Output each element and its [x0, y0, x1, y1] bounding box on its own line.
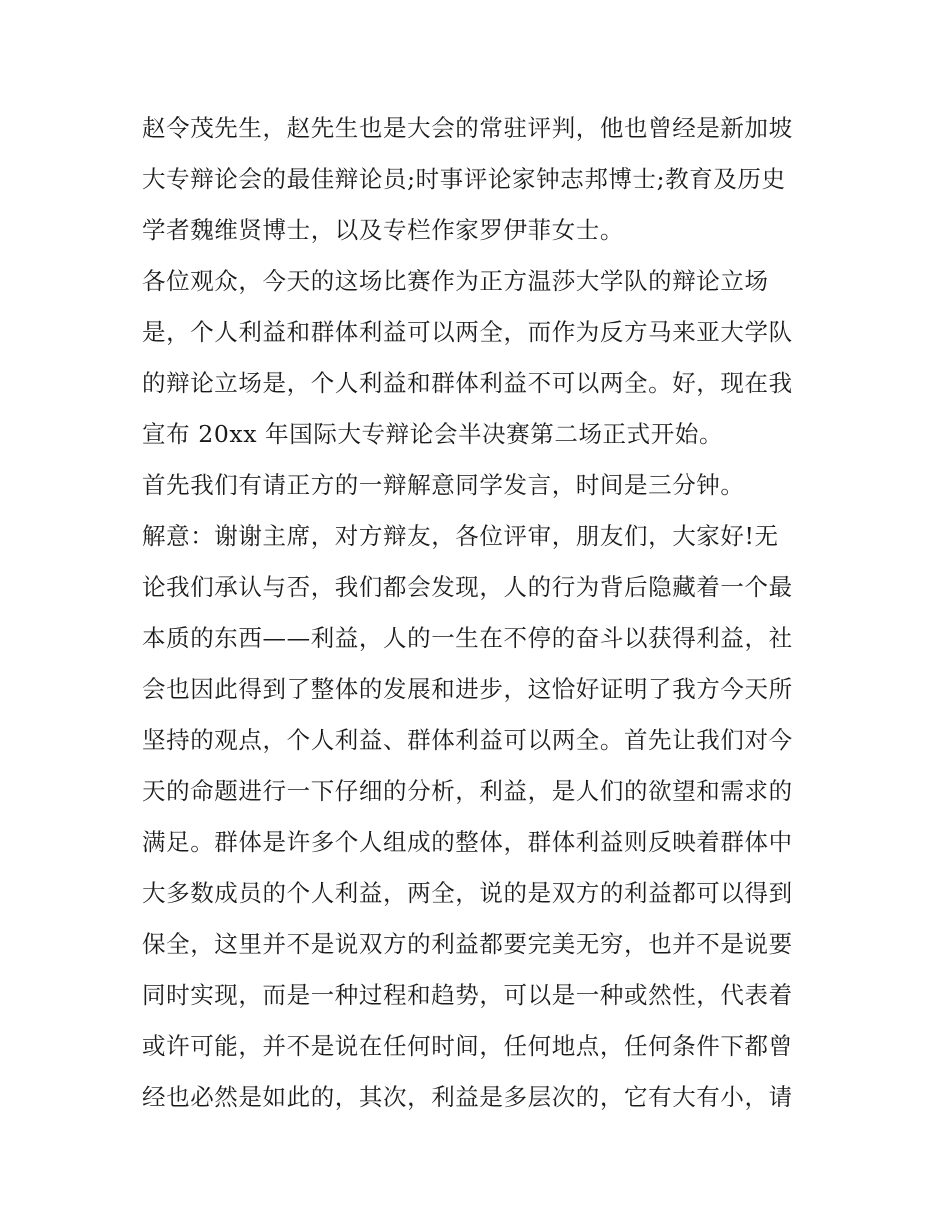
text-line: 同时实现，而是一种过程和趋势，可以是一种或然性，代表着 [142, 981, 793, 1009]
text-line: 本质的东西——利益，人的一生在不停的奋斗以获得利益，社 [142, 624, 793, 652]
text-line: 或许可能，并不是说在任何时间，任何地点，任何条件下都曾 [142, 1032, 793, 1060]
text-line: 学者魏维贤博士，以及专栏作家罗伊菲女士。 [142, 216, 624, 244]
text-line: 是，个人利益和群体利益可以两全，而作为反方马来亚大学队 [142, 318, 793, 346]
text-line: 的辩论立场是，个人利益和群体利益不可以两全。好，现在我 [142, 369, 793, 397]
text-line: 经也必然是如此的，其次，利益是多层次的，它有大有小，请 [142, 1083, 793, 1111]
text-line: 坚持的观点，个人利益、群体利益可以两全。首先让我们对今 [142, 726, 793, 754]
text-line: 宣布 20xx 年国际大专辩论会半决赛第二场正式开始。 [142, 420, 724, 448]
text-line: 满足。群体是许多个人组成的整体，群体利益则反映着群体中 [142, 828, 793, 856]
text-line: 首先我们有请正方的一辩解意同学发言，时间是三分钟。 [142, 471, 745, 499]
text-line: 各位观众，今天的这场比赛作为正方温莎大学队的辩论立场 [142, 267, 769, 295]
text-line: 赵令茂先生，赵先生也是大会的常驻评判，他也曾经是新加坡 [142, 114, 793, 142]
text-line: 保全，这里并不是说双方的利益都要完美无穷，也并不是说要 [142, 930, 793, 958]
text-line: 大专辩论会的最佳辩论员;时事评论家钟志邦博士;教育及历史 [142, 165, 786, 193]
text-line: 论我们承认与否，我们都会发现，人的行为背后隐藏着一个最 [142, 573, 793, 601]
text-line: 解意：谢谢主席，对方辩友，各位评审，朋友们，大家好!无 [142, 522, 779, 550]
text-line: 大多数成员的个人利益，两全，说的是双方的利益都可以得到 [142, 879, 793, 907]
document-body [142, 103, 822, 1123]
text-line: 会也因此得到了整体的发展和进步，这恰好证明了我方今天所 [142, 675, 793, 703]
text-line: 天的命题进行一下仔细的分析，利益，是人们的欲望和需求的 [142, 777, 793, 805]
